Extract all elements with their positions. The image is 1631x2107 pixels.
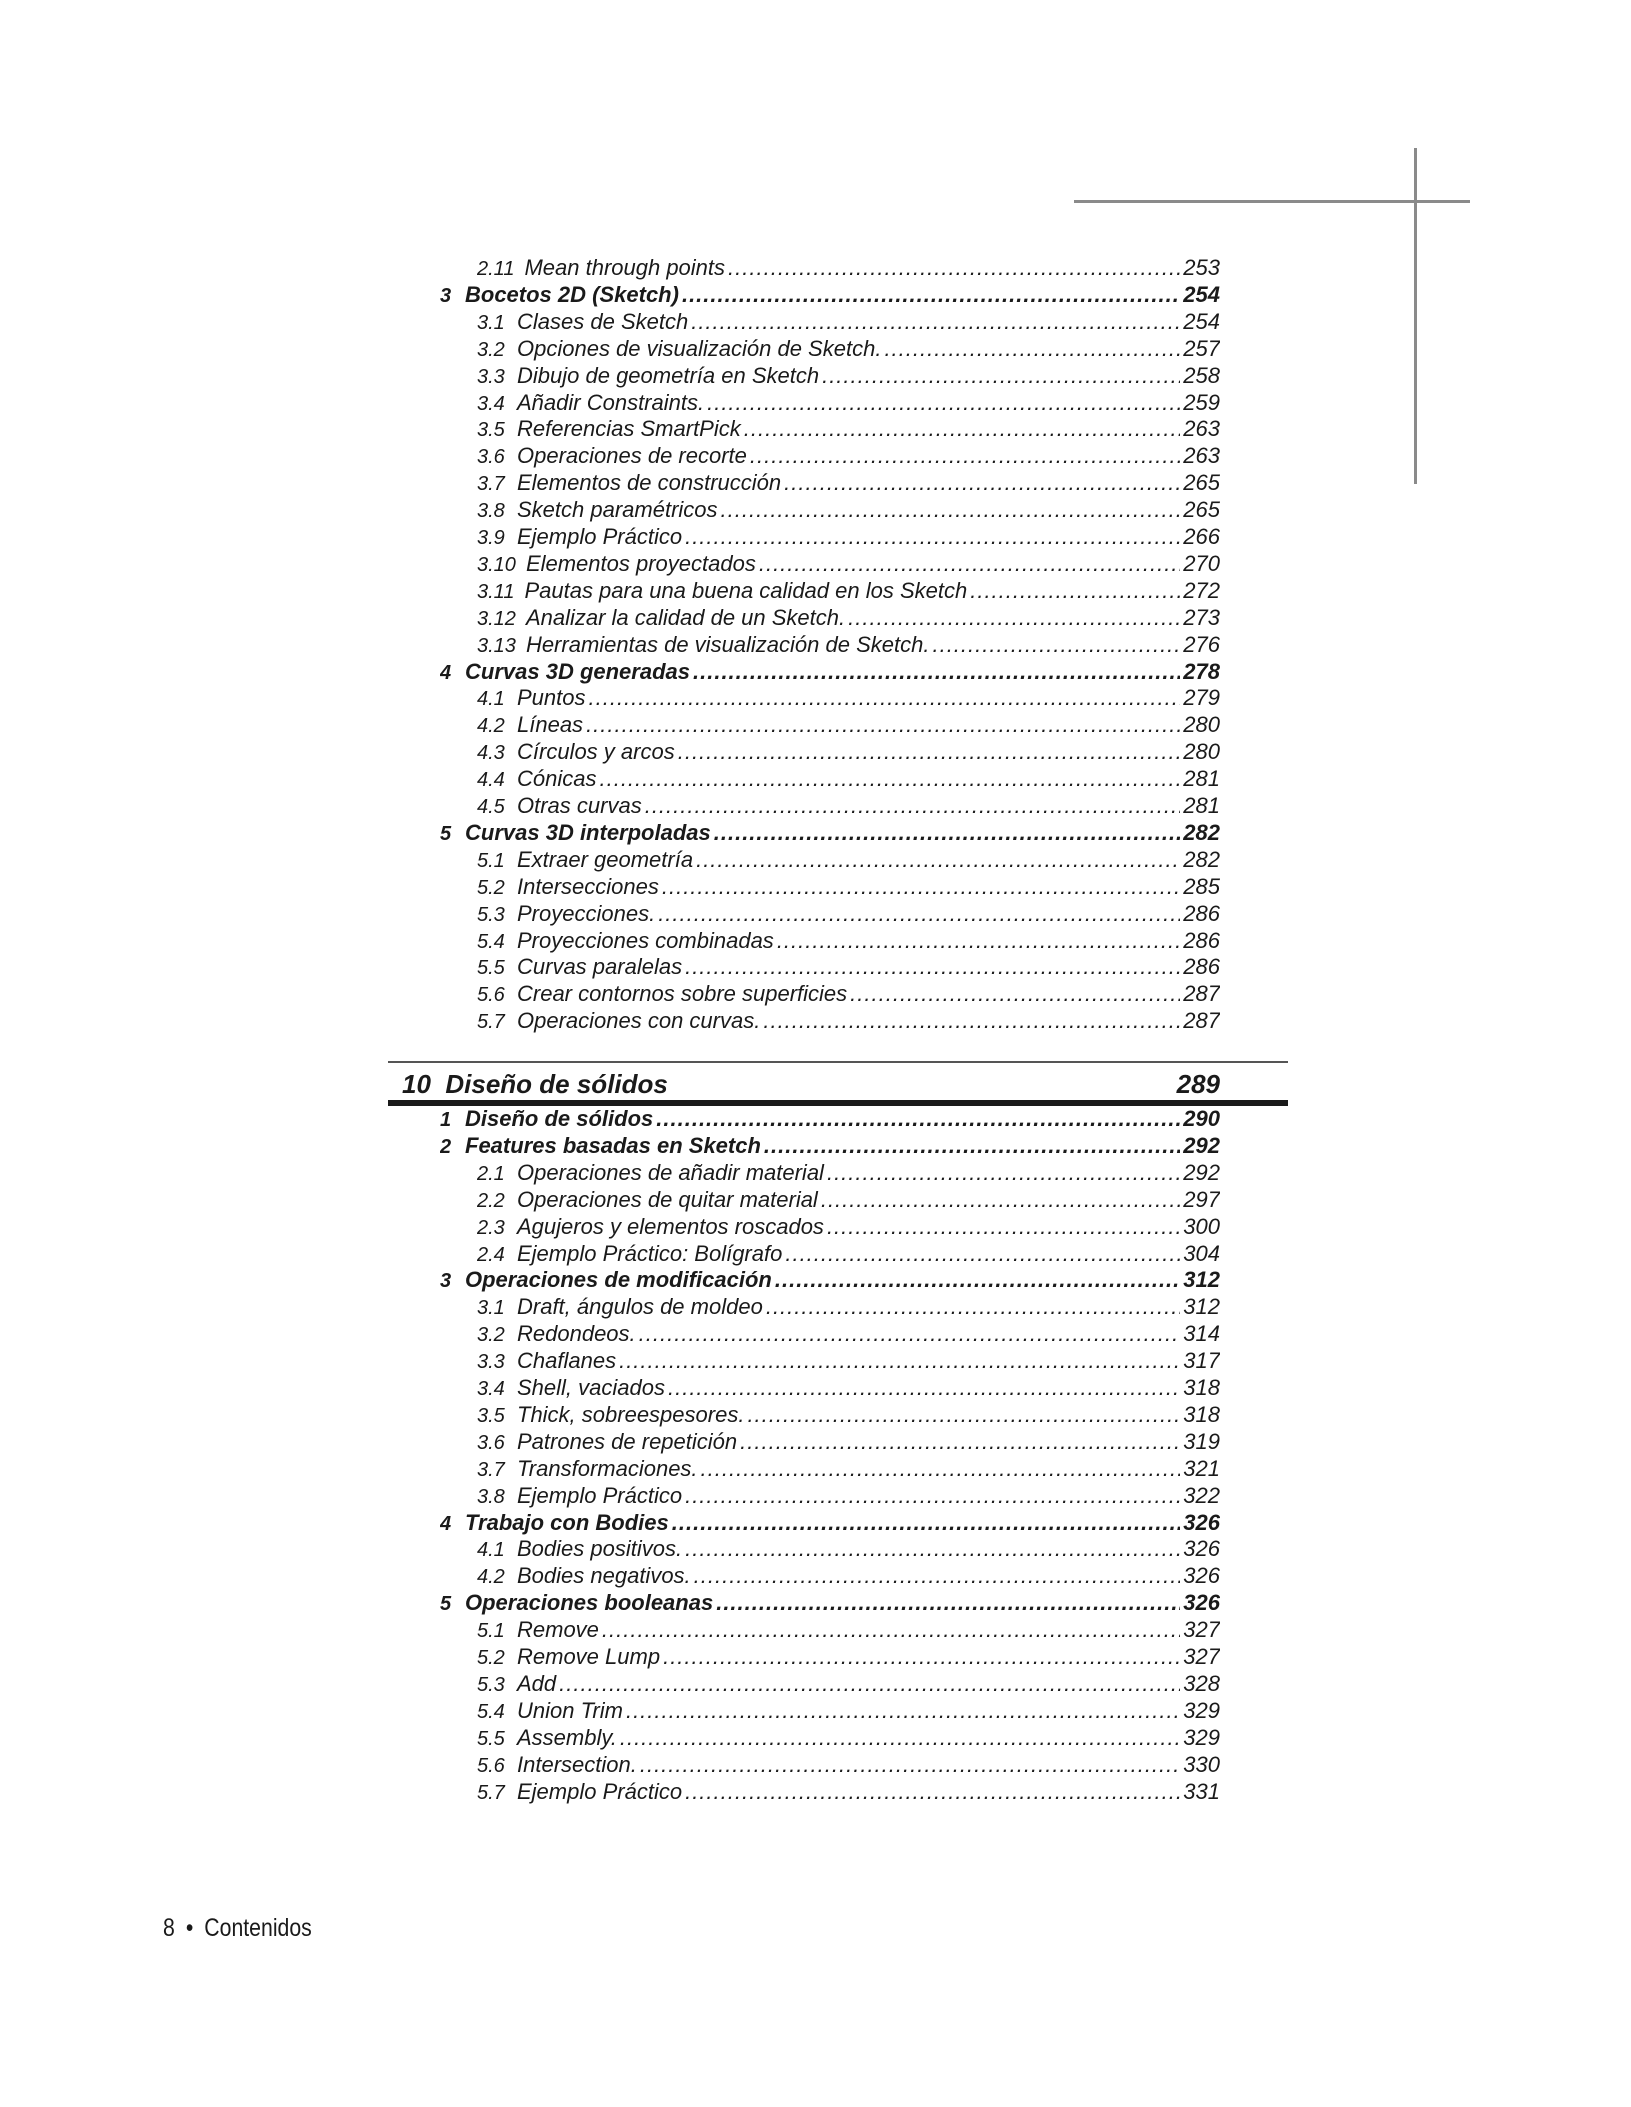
toc-dot-leader [821, 1186, 1180, 1213]
toc-entry-title: Círculos y arcos [517, 739, 675, 765]
toc-dot-leader [691, 308, 1180, 335]
toc-entry-title: Remove [517, 1617, 599, 1643]
toc-subsection-entry [477, 1697, 1220, 1724]
toc-subsection-entry [477, 308, 1220, 335]
toc-subsection-entry [477, 523, 1220, 550]
toc-dot-leader [822, 362, 1180, 389]
toc-entry-page: 300 [1183, 1213, 1220, 1239]
toc-dot-leader [685, 1778, 1180, 1805]
toc-subsection-entry [477, 1401, 1220, 1428]
toc-entry-page: 281 [1183, 793, 1220, 818]
toc-entry-number: 5.1 [477, 1620, 505, 1643]
toc-entry-title: Add [517, 1670, 557, 1696]
toc-entry-number: 2.1 [477, 1162, 505, 1185]
toc-subsection-entry [477, 577, 1220, 604]
toc-entry-title: Chaflanes [517, 1348, 617, 1374]
toc-entry-title: Operaciones de recorte [517, 443, 747, 469]
toc-entry-number: 3.7 [477, 473, 505, 496]
toc-dot-leader [763, 1007, 1180, 1034]
toc-entry-number: 3.13 [477, 634, 516, 657]
toc-entry-page: 312 [1183, 1267, 1220, 1293]
toc-dot-leader [559, 1670, 1180, 1697]
toc-subsection-entry [477, 1562, 1220, 1589]
toc-entry-title: Redondeos. [517, 1321, 636, 1347]
toc-entry-title: Transformaciones. [517, 1455, 698, 1481]
toc-entry-number: 5.7 [477, 1011, 505, 1034]
toc-entry-page: 326 [1183, 1509, 1220, 1535]
toc-entry-title: Operaciones con curvas. [517, 1008, 761, 1034]
toc-entry-title: Líneas [517, 712, 584, 738]
toc-section-entry [440, 1266, 1220, 1293]
toc-entry-page: 253 [1183, 255, 1220, 280]
chapter-title: Diseño de sólidos [445, 1069, 668, 1099]
toc-subsection-entry [477, 873, 1220, 900]
page-footer [163, 1914, 312, 1943]
toc-dot-leader [586, 711, 1180, 738]
toc-subsection-entry [477, 1347, 1220, 1374]
toc-entry-number: 5.2 [477, 876, 505, 899]
toc-entry-page: 329 [1183, 1697, 1220, 1723]
toc-entry-number: 5.6 [477, 984, 505, 1007]
toc-subsection-entry [477, 631, 1220, 658]
toc-subsection-entry [477, 415, 1220, 442]
toc-entry-page: 326 [1183, 1536, 1220, 1562]
toc-dot-leader [663, 1643, 1180, 1670]
toc-entry-number: 1 [440, 1109, 452, 1131]
toc-subsection-entry [477, 1482, 1220, 1509]
toc-dot-leader [716, 1589, 1180, 1616]
footer-label: Contenidos [204, 1914, 312, 1942]
toc-entry-title: Intersecciones [517, 873, 659, 899]
toc-entry-title: Bocetos 2D (Sketch) [465, 281, 679, 307]
toc-subsection-entry [477, 1186, 1220, 1213]
toc-entry-number: 3.9 [477, 527, 505, 549]
toc-entry-page: 287 [1183, 981, 1220, 1007]
toc-entry-page: 259 [1183, 389, 1220, 415]
toc-entry-title: Cónicas [517, 766, 597, 792]
toc-subsection-entry [477, 1751, 1220, 1778]
toc-subsection-entry [477, 846, 1220, 873]
toc-entry-page: 270 [1183, 550, 1220, 576]
toc-entry-page: 326 [1183, 1590, 1220, 1616]
toc-entry-number: 3 [440, 1270, 452, 1293]
toc-entry-number: 5.1 [477, 849, 505, 872]
toc-entry-page: 258 [1183, 362, 1220, 388]
toc-entry-page: 263 [1183, 443, 1220, 469]
toc-entry-page: 318 [1183, 1401, 1220, 1427]
toc-entry-number: 5.7 [477, 1781, 505, 1804]
toc-entry-title: Pautas para una buena calidad en los Sketch [524, 577, 968, 603]
toc-subsection-entry [477, 496, 1220, 523]
toc-entry-page: 321 [1183, 1455, 1220, 1481]
toc-entry-title: Intersection. [517, 1751, 637, 1777]
toc-dot-leader [721, 496, 1181, 523]
toc-entry-number: 3.7 [477, 1458, 505, 1481]
toc-dot-leader [678, 738, 1181, 765]
toc-entry-number: 3.12 [477, 607, 516, 630]
toc-dot-leader [694, 1562, 1181, 1589]
toc-dot-leader [827, 1159, 1180, 1186]
toc-entry-title: Operaciones de añadir material [517, 1159, 824, 1185]
toc-section-entry [440, 1132, 1220, 1159]
toc-entry-page: 286 [1183, 900, 1220, 926]
toc-entry-title: Clases de Sketch [517, 308, 689, 334]
toc-subsection-entry [477, 1159, 1220, 1186]
toc-entry-title: Elementos de construcción [517, 470, 782, 496]
toc-entry-title: Otras curvas [517, 793, 642, 818]
toc-entry-title: Features basadas en Sketch [465, 1132, 761, 1158]
toc-entry-number: 4.2 [477, 715, 505, 738]
toc-entry-page: 265 [1183, 470, 1220, 496]
toc-entry-number: 3 [440, 284, 452, 307]
toc-entry-page: 304 [1183, 1240, 1220, 1266]
toc-entry-title: Curvas 3D generadas [465, 658, 690, 684]
toc-entry-title: Analizar la calidad de un Sketch. [525, 604, 846, 630]
toc-entry-number: 2.2 [477, 1189, 505, 1212]
toc-dot-leader [750, 442, 1180, 469]
toc-entry-number: 2.4 [477, 1243, 505, 1266]
toc-section-entry [440, 1589, 1220, 1616]
toc-dot-leader [707, 389, 1180, 416]
toc-entry-page: 282 [1183, 846, 1220, 872]
toc-entry-title: Sketch paramétricos [517, 497, 718, 523]
toc-subsection-entry [477, 1240, 1220, 1267]
toc-entry-title: Opciones de visualización de Sketch. [517, 335, 882, 361]
toc-entry-page: 273 [1183, 604, 1220, 630]
toc-dot-leader [626, 1697, 1180, 1724]
toc-entry-number: 3.2 [477, 338, 505, 361]
toc-entry-page: 266 [1183, 524, 1220, 549]
toc-entry-title: Proyecciones. [517, 900, 656, 926]
toc-subsection-entry [477, 980, 1220, 1007]
toc-entry-number: 5 [440, 1593, 452, 1616]
toc-entry-page: 280 [1183, 712, 1220, 738]
toc-dot-leader [685, 1482, 1180, 1509]
toc-subsection-entry [477, 1778, 1220, 1805]
toc-entry-title: Curvas 3D interpoladas [465, 819, 711, 845]
chapter-heading [402, 1066, 1220, 1102]
toc-dot-leader [728, 254, 1180, 281]
toc-subsection-entry [477, 1320, 1220, 1347]
toc-entry-title: Extraer geometría [517, 846, 694, 872]
toc-entry-number: 4 [440, 1512, 452, 1535]
toc-dot-leader [970, 577, 1180, 604]
toc-dot-leader [662, 873, 1180, 900]
toc-dot-leader [656, 1105, 1180, 1132]
toc-entry-page: 285 [1183, 873, 1220, 899]
toc-entry-page: 254 [1183, 308, 1220, 334]
toc-entry-number: 5.3 [477, 1673, 505, 1696]
toc-entry-title: Curvas paralelas [517, 954, 683, 980]
toc-subsection-entry [477, 953, 1220, 980]
toc-entry-title: Bodies negativos. [517, 1563, 691, 1589]
toc-entry-number: 3.8 [477, 1485, 505, 1508]
toc-subsection-entry [477, 711, 1220, 738]
toc-subsection-entry [477, 684, 1220, 711]
toc-entry-title: Thick, sobreespesores. [517, 1401, 745, 1427]
toc-entry-number: 5.3 [477, 903, 505, 926]
toc-dot-leader [645, 792, 1181, 819]
toc-entry-number: 3.5 [477, 419, 505, 442]
toc-dot-leader [620, 1724, 1180, 1751]
toc-entry-number: 5.5 [477, 1727, 505, 1750]
toc-entry-page: 280 [1183, 739, 1220, 765]
footer-bullet: • [185, 1914, 194, 1942]
toc-entry-title: Ejemplo Práctico [517, 1482, 683, 1508]
toc-entry-page: 287 [1183, 1008, 1220, 1034]
toc-entry-page: 297 [1183, 1186, 1220, 1212]
toc-dot-leader [682, 281, 1180, 308]
toc-subsection-entry [477, 254, 1220, 281]
toc-entry-title: Elementos proyectados [525, 550, 756, 576]
toc-entry-title: Shell, vaciados [517, 1375, 665, 1400]
toc-subsection-entry [477, 1455, 1220, 1482]
chapter-rule-top [388, 1061, 1288, 1063]
toc-entry-number: 3.10 [477, 553, 516, 576]
toc-dot-leader [589, 684, 1181, 711]
toc-entry-title: Patrones de repetición [517, 1428, 738, 1454]
toc-entry-title: Ejemplo Práctico: Bolígrafo [517, 1240, 783, 1266]
toc-entry-number: 3.1 [477, 311, 505, 334]
toc-entry-page: 326 [1183, 1563, 1220, 1589]
toc-subsection-entry [477, 550, 1220, 577]
toc-entry-number: 5.6 [477, 1754, 505, 1777]
toc-entry-title: Crear contornos sobre superficies [517, 981, 848, 1007]
toc-entry-page: 329 [1183, 1724, 1220, 1750]
toc-entry-number: 2 [440, 1135, 452, 1158]
toc-entry-title: Operaciones booleanas [465, 1590, 714, 1616]
toc-entry-page: 327 [1183, 1644, 1220, 1669]
toc-subsection-entry [477, 604, 1220, 631]
toc-entry-number: 3.6 [477, 1431, 505, 1454]
toc-subsection-entry [477, 738, 1220, 765]
toc-entry-number: 4.5 [477, 796, 505, 818]
toc-dot-leader [775, 1266, 1180, 1293]
toc-entry-title: Mean through points [524, 255, 726, 280]
toc-entry-title: Ejemplo Práctico [517, 1778, 683, 1804]
toc-subsection-entry [477, 900, 1220, 927]
toc-entry-page: 281 [1183, 766, 1220, 792]
toc-subsection-entry [477, 442, 1220, 469]
toc-subsection-entry [477, 1293, 1220, 1320]
toc-dot-leader [714, 819, 1181, 846]
toc-subsection-entry [477, 362, 1220, 389]
toc-entry-title: Assembly. [517, 1724, 617, 1750]
toc-subsection-entry [477, 792, 1220, 819]
toc-subsection-entry [477, 1670, 1220, 1697]
toc-entry-title: Puntos [517, 685, 586, 711]
toc-dot-leader [744, 415, 1181, 442]
toc-entry-page: 331 [1183, 1778, 1220, 1804]
footer-page-number: 8 [163, 1914, 175, 1942]
toc-entry-number: 4.2 [477, 1566, 505, 1589]
toc-entry-page: 290 [1183, 1106, 1220, 1131]
toc-section-entry [440, 1105, 1220, 1132]
toc-entry-number: 5.4 [477, 930, 505, 953]
toc-entry-page: 278 [1183, 658, 1220, 684]
toc-dot-leader [672, 1509, 1181, 1536]
toc-entry-title: Añadir Constraints. [517, 389, 705, 415]
toc-dot-leader [668, 1374, 1180, 1401]
toc-section-entry [440, 281, 1220, 308]
toc-dot-leader [850, 980, 1180, 1007]
toc-dot-leader [640, 1751, 1180, 1778]
toc-entry-page: 319 [1183, 1428, 1220, 1454]
toc-entry-number: 4.1 [477, 1539, 505, 1562]
toc-entry-title: Herramientas de visualización de Sketch. [525, 631, 930, 657]
toc-dot-leader [766, 1293, 1180, 1320]
toc-entry-number: 5.5 [477, 957, 505, 980]
toc-entry-number: 3.4 [477, 392, 505, 415]
toc-entry-page: 328 [1183, 1670, 1220, 1696]
toc-entry-number: 3.11 [477, 580, 515, 603]
toc-subsection-entry [477, 765, 1220, 792]
toc-entry-page: 292 [1183, 1159, 1220, 1185]
toc-subsection-entry [477, 1643, 1220, 1670]
toc-subsection-entry [477, 1213, 1220, 1240]
toc-entry-page: 292 [1183, 1132, 1220, 1158]
toc-entry-number: 3.3 [477, 1351, 505, 1374]
toc-entry-title: Operaciones de modificación [465, 1267, 772, 1293]
toc-entry-title: Diseño de sólidos [465, 1106, 654, 1131]
toc-dot-leader [827, 1213, 1180, 1240]
toc-entry-page: 318 [1183, 1375, 1220, 1400]
toc-entry-number: 3.1 [477, 1297, 505, 1320]
toc-dot-leader [599, 765, 1180, 792]
toc-dot-leader [740, 1428, 1180, 1455]
toc-dot-leader [777, 927, 1180, 954]
toc-entry-title: Referencias SmartPick [517, 416, 741, 442]
toc-entry-number: 3.3 [477, 365, 505, 388]
toc-entry-page: 263 [1183, 416, 1220, 442]
toc-entry-page: 314 [1183, 1321, 1220, 1347]
toc-dot-leader [658, 900, 1180, 927]
toc-entry-number: 3.2 [477, 1324, 505, 1347]
toc-dot-leader [785, 1240, 1180, 1267]
toc-section-entry [440, 658, 1220, 685]
toc-entry-page: 254 [1183, 281, 1220, 307]
toc-entry-title: Union Trim [517, 1697, 623, 1723]
toc-subsection-entry [477, 1616, 1220, 1643]
toc-entry-page: 265 [1183, 497, 1220, 523]
toc-entry-number: 4 [440, 661, 452, 684]
toc-dot-leader [696, 846, 1180, 873]
chapter-number: 10 [402, 1069, 431, 1099]
toc-dot-leader [747, 1401, 1180, 1428]
toc-dot-leader [701, 1455, 1181, 1482]
toc-subsection-entry [477, 1374, 1220, 1401]
toc-entry-page: 272 [1183, 577, 1220, 603]
toc-entry-title: Ejemplo Práctico [517, 524, 683, 549]
toc-entry-number: 5.4 [477, 1700, 505, 1723]
toc-entry-number: 5 [440, 822, 452, 845]
toc-subsection-entry [477, 1007, 1220, 1034]
toc-subsection-entry [477, 1428, 1220, 1455]
toc-section-entry [440, 819, 1220, 846]
toc-entry-page: 257 [1183, 335, 1220, 361]
toc-entry-page: 330 [1183, 1751, 1220, 1777]
toc-dot-leader [693, 658, 1180, 685]
toc-subsection-entry [477, 1724, 1220, 1751]
chapter-label [402, 1066, 668, 1102]
toc-entry-number: 3.8 [477, 500, 505, 523]
toc-section-entry [440, 1509, 1220, 1536]
toc-subsection-entry [477, 335, 1220, 362]
toc-entry-page: 317 [1183, 1348, 1220, 1374]
toc-dot-leader [884, 335, 1180, 362]
toc-entry-title: Proyecciones combinadas [517, 927, 774, 953]
toc-entry-page: 282 [1183, 819, 1220, 845]
toc-entry-number: 3.4 [477, 1378, 505, 1400]
toc-entry-number: 4.3 [477, 742, 505, 765]
toc-entry-page: 322 [1183, 1482, 1220, 1508]
toc-dot-leader [639, 1320, 1181, 1347]
toc-dot-leader [764, 1132, 1180, 1159]
toc-dot-leader [932, 631, 1180, 658]
toc-entry-title: Operaciones de quitar material [517, 1186, 818, 1212]
toc-entry-page: 276 [1183, 631, 1220, 657]
toc-dot-leader [848, 604, 1180, 631]
toc-dot-leader [685, 523, 1180, 550]
toc-subsection-entry [477, 389, 1220, 416]
toc-subsection-entry [477, 469, 1220, 496]
toc-dot-leader [602, 1616, 1180, 1643]
toc-entry-page: 279 [1183, 685, 1220, 711]
toc-entry-number: 4.1 [477, 688, 505, 711]
toc-entry-number: 3.5 [477, 1404, 505, 1427]
toc-entry-title: Bodies positivos. [517, 1536, 683, 1562]
toc-entry-number: 3.6 [477, 446, 505, 469]
chapter-page: 289 [1176, 1069, 1220, 1099]
toc-entry-number: 4.4 [477, 769, 505, 792]
toc-dot-leader [759, 550, 1180, 577]
toc-entry-title: Trabajo con Bodies [465, 1509, 669, 1535]
toc-entry-page: 312 [1183, 1294, 1220, 1320]
toc-entry-number: 5.2 [477, 1647, 505, 1669]
toc-dot-leader [685, 1535, 1180, 1562]
toc-dot-leader [619, 1347, 1180, 1374]
toc-entry-page: 286 [1183, 927, 1220, 953]
toc-entry-title: Dibujo de geometría en Sketch [517, 362, 820, 388]
toc-dot-leader [784, 469, 1180, 496]
toc-entry-page: 286 [1183, 954, 1220, 980]
toc-entry-title: Agujeros y elementos roscados [517, 1213, 824, 1239]
toc-entry-page: 327 [1183, 1617, 1220, 1643]
toc-subsection-entry [477, 927, 1220, 954]
toc-dot-leader [685, 953, 1180, 980]
toc-entry-title: Draft, ángulos de moldeo [517, 1294, 763, 1320]
toc-entry-number: 2.11 [477, 258, 515, 280]
toc-entry-title: Remove Lump [517, 1644, 661, 1669]
toc-entry-number: 2.3 [477, 1216, 505, 1239]
toc-subsection-entry [477, 1535, 1220, 1562]
